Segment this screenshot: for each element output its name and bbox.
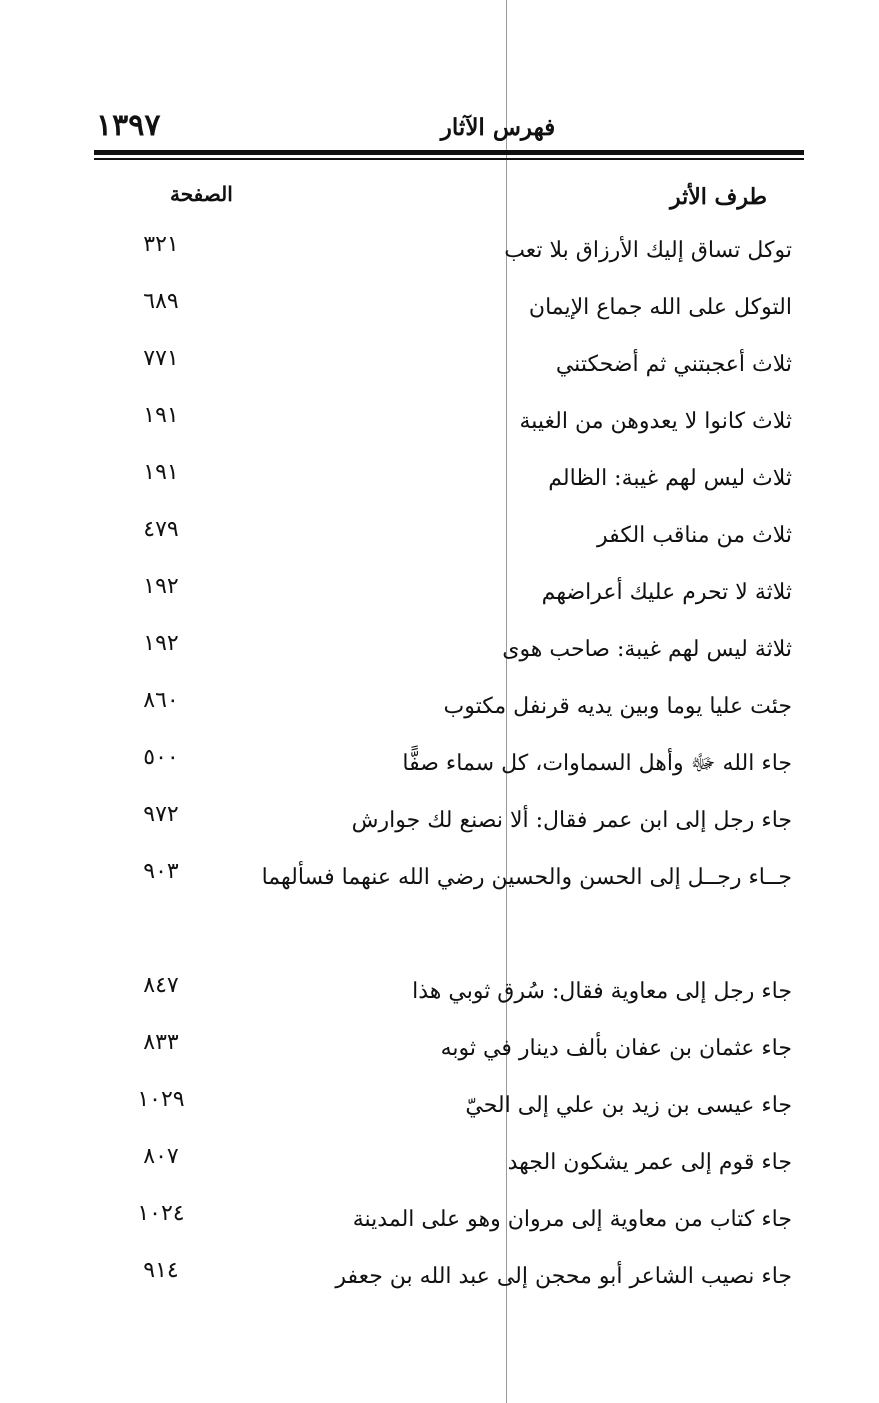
entry-text: جاء نصيب الشاعر أبو محجن إلى عبد الله بن جعفر [335,1264,792,1289]
entry-page-number: ٩٠٣ [143,859,179,884]
index-entry [96,393,792,450]
entry-page-number: ٧٧١ [143,346,179,371]
index-entry [96,222,792,279]
entry-page-number: ٦٨٩ [143,289,179,314]
entry-page-number: ١٩١ [143,403,179,428]
page-number: ١٣٩٧ [96,108,161,143]
entry-text: التوكل على الله جماع الإيمان [528,295,792,320]
entry-text: جاء كتاب من معاوية إلى مروان وهو على المدينة [352,1207,792,1232]
entry-text: جاء رجل إلى ابن عمر فقال: ألا نصنع لك جوارش [351,808,792,833]
entry-page-number: ١٠٢٤ [137,1201,185,1226]
index-entry [96,450,792,507]
page-title: فهرس الآثار [440,114,556,141]
entry-text: جاء الله ﷻ وأهل السماوات، كل سماء صفًّا [402,751,792,776]
entry-page-number: ١٠٢٩ [137,1087,185,1112]
index-entry [96,336,792,393]
page-header [96,104,804,144]
entry-page-number: ٤٧٩ [143,517,179,542]
entry-text: جئت عليا يوما وبين يديه قرنفل مكتوب [443,694,792,719]
index-list [96,222,792,1305]
entry-text: ثلاث أعجبتني ثم أضحكتني [555,352,792,377]
entry-text: توكل تساق إليك الأرزاق بلا تعب [504,238,792,263]
entry-page-number: ٨٤٧ [143,973,179,998]
index-entry [96,678,792,735]
entry-page-number: ٩١٤ [143,1258,179,1283]
index-entry [96,792,792,849]
index-entry [96,735,792,792]
index-entry [96,1134,792,1191]
entry-text: ثلاث ليس لهم غيبة: الظالم [548,466,792,491]
entry-page-number: ٨٠٧ [143,1144,179,1169]
index-entry [96,849,792,963]
index-entry [96,564,792,621]
index-entry [96,1191,792,1248]
entry-page-number: ١٩٢ [143,631,179,656]
index-entry [96,507,792,564]
index-entry [96,279,792,336]
index-entry [96,621,792,678]
entry-text: ثلاثة ليس لهم غيبة: صاحب هوى [502,637,792,662]
entry-text: جاء رجل إلى معاوية فقال: سُرق ثوبي هذا [412,979,792,1004]
entry-page-number: ٩٧٢ [143,802,179,827]
entry-page-number: ١٩١ [143,460,179,485]
index-entry [96,1020,792,1077]
entry-text: ثلاث كانوا لا يعدوهن من الغيبة [519,409,792,434]
entry-page-number: ٨٦٠ [143,688,179,713]
entry-page-number: ٨٣٣ [143,1030,179,1055]
entry-text: جــاء رجــل إلى الحسن والحسين رضي الله عنهما فسألهما [261,865,792,890]
entry-text: جاء قوم إلى عمر يشكون الجهد [507,1150,792,1175]
header-rule-thick [94,150,804,155]
entry-text: ثلاثة لا تحرم عليك أعراضهم [541,580,792,605]
index-entry [96,1248,792,1305]
column-header-entry: طرف الأثر [669,184,767,210]
entry-page-number: ٥٠٠ [143,745,179,770]
entry-page-number: ١٩٢ [143,574,179,599]
header-rule-thin [94,158,804,160]
index-entry [96,1077,792,1134]
index-entry [96,963,792,1020]
entry-text: جاء عثمان بن عفان بألف دينار في ثوبه [440,1036,792,1061]
entry-text: ثلاث من مناقب الكفر [597,523,792,548]
column-header-page: الصفحة [170,182,233,206]
entry-text: جاء عيسى بن زيد بن علي إلى الحيّ [465,1093,792,1118]
entry-page-number: ٣٢١ [143,232,179,257]
